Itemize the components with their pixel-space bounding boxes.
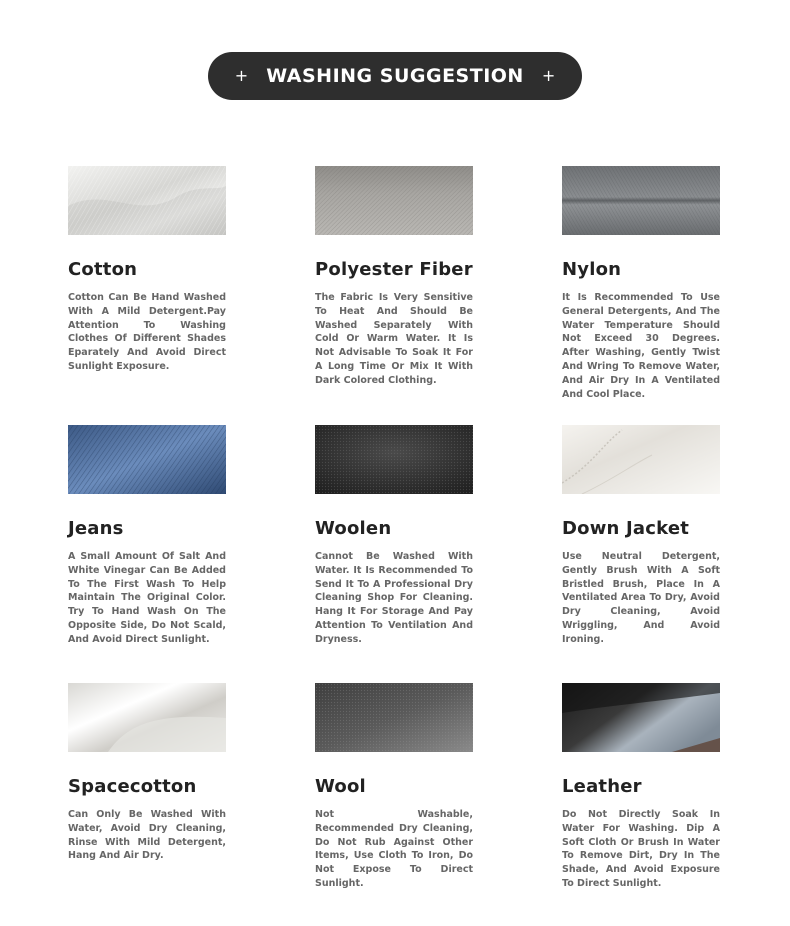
fabric-card-wool	[315, 683, 473, 891]
spacecotton-fabric-image	[68, 683, 226, 752]
cotton-fabric-image	[68, 166, 226, 235]
plus-icon: +	[541, 66, 556, 85]
section-title: WASHING SUGGESTION	[266, 65, 524, 87]
fabric-title: Spacecotton	[68, 776, 197, 797]
fabric-description: Do Not Directly Soak In Water For Washing. Dip A Soft Cloth Or Brush In Water To Remove Dirt, Dry In The Shade, And Avoid Exposure To Direct Sunlight.	[562, 809, 720, 889]
wool-fabric-image	[315, 683, 473, 752]
plus-icon: +	[234, 66, 249, 85]
fabric-description: It Is Recommended To Use General Detergents, And The Water Temperature Should Not Exceed 30 Degrees. After Washing, Gently Twist And Wring To Remove Water, And Air Dry In A Ventilated And Cool Place.	[562, 292, 720, 400]
fabric-description: Not Washable, Recommended Dry Cleaning, Do Not Rub Against Other Items, Use Cloth To Iron, Do Not Expose To Direct Sunlight.	[315, 809, 473, 889]
fabric-title: Down Jacket	[562, 518, 690, 539]
jeans-fabric-image	[68, 425, 226, 494]
fabric-card-cotton	[68, 166, 226, 374]
fabric-title: Woolen	[315, 518, 392, 539]
leather-fabric-image	[562, 683, 720, 752]
fabric-title: Nylon	[562, 259, 622, 280]
fabric-card-woolen	[315, 425, 473, 647]
fabric-title: Cotton	[68, 259, 138, 280]
fabric-title: Polyester Fiber	[315, 259, 473, 280]
fabric-card-polyester	[315, 166, 473, 388]
fabric-description: Use Neutral Detergent, Gently Brush With A Soft Bristled Brush, Place In A Ventilated Area To Dry, Avoid Dry Cleaning, Avoid Wriggling, And Avoid Ironing.	[562, 551, 720, 645]
down-jacket-fabric-image	[562, 425, 720, 494]
section-banner	[208, 52, 582, 100]
fabric-card-jeans	[68, 425, 226, 647]
fabric-card-leather	[562, 683, 720, 891]
woolen-fabric-image	[315, 425, 473, 494]
fabric-description: The Fabric Is Very Sensitive To Heat And Should Be Washed Separately With Cold Or Warm Water. It Is Not Advisable To Soak It For A Long Time Or Mix It With Dark Colored Clothing.	[315, 292, 473, 386]
nylon-fabric-image	[562, 166, 720, 235]
fabric-title: Leather	[562, 776, 642, 797]
polyester-fabric-image	[315, 166, 473, 235]
fabric-description: Cannot Be Washed With Water. It Is Recommended To Send It To A Professional Dry Cleaning Shop For Cleaning. Hang It For Storage And Pay Attention To Ventilation And Dryness.	[315, 551, 473, 645]
fabric-description: Can Only Be Washed With Water, Avoid Dry Cleaning, Rinse With Mild Detergent, Hang And Air Dry.	[68, 809, 226, 862]
fabric-title: Jeans	[68, 518, 124, 539]
fabric-card-nylon	[562, 166, 720, 401]
fabric-title: Wool	[315, 776, 366, 797]
fabric-card-spacecotton	[68, 683, 226, 863]
fabric-description: A Small Amount Of Salt And White Vinegar Can Be Added To The First Wash To Help Maintain The Original Color. Try To Hand Wash On The Opposite Side, Do Not Scald, And Avoid Direct Sunlight.	[68, 551, 226, 645]
fabric-card-down-jacket	[562, 425, 720, 647]
fabric-description: Cotton Can Be Hand Washed With A Mild Detergent.Pay Attention To Washing Clothes Of Different Shades Eparately And Avoid Direct Sunlight Exposure.	[68, 292, 226, 372]
